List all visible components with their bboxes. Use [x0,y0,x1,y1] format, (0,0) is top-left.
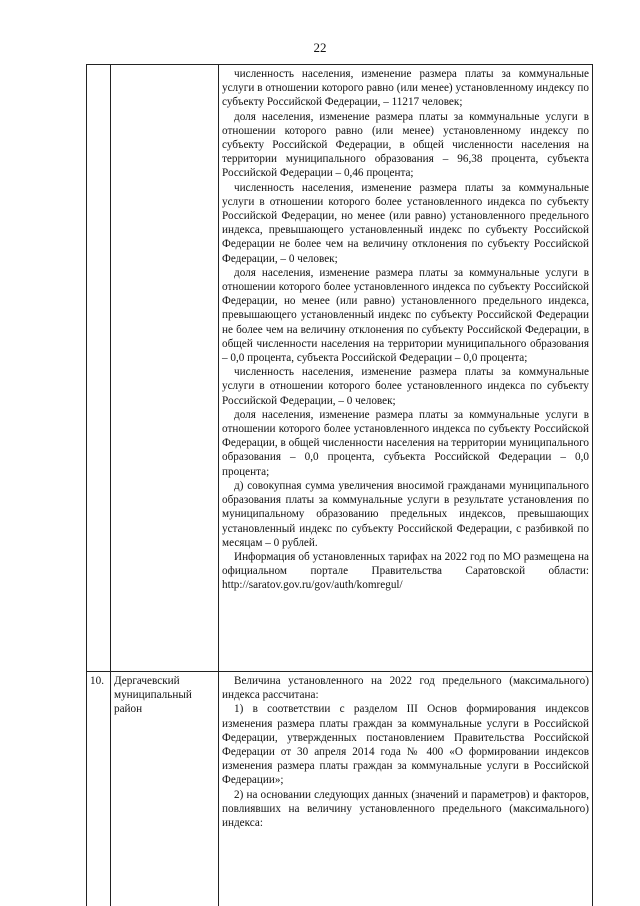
municipality-name-cell [111,65,219,672]
row-number-cell [87,65,111,672]
description-cell [219,672,593,906]
paragraph: численность населения, изменение размера платы за коммунальные услуги в отношении которого более установленного индекса по субъекту Российской Федерации, – 0 человек; [222,365,589,408]
paragraph: 1) в соответствии с разделом III Основ формирования индексов изменения размера платы граждан за коммунальные услуги в Российской Федерации, утвержденных постановлением Правительства Российской Федерации от 30 апреля 2014 года № 400 «О формировании индексов изменения размера платы граждан за коммунальные услуги в Российской Федерации»; [222,702,589,787]
paragraph: Величина установленного на 2022 год предельного (максимального) индекса рассчитана: [222,674,589,702]
municipality-name-cell: Дергачевский муниципальный район [111,672,219,906]
tariff-info-paragraph: Информация об установленных тарифах на 2022 год по МО размещена на официальном портале Правительства Саратовской области: http://saratov.gov.ru/gov/auth/komregul/ [222,550,589,593]
paragraph: численность населения, изменение размера платы за коммунальные услуги в отношении которого более установленного индекса по субъекту Российской Федерации, но менее (или равно) установленного предельного индекса, превышающего установленный индекс по субъекту Российской Федерации не более чем на величину отклонения по субъекту Российской Федерации, – 0 человек; [222,181,589,266]
indices-table [86,64,593,906]
paragraph: доля населения, изменение размера платы за коммунальные услуги в отношении которого равно (или менее) установленному индексу по субъекту Российской Федерации, в общей численности населения на территории муниципального образования – 96,38 процента, субъекта Российской Федерации – 0,46 процента; [222,110,589,181]
paragraph: численность населения, изменение размера платы за коммунальные услуги в отношении которого равно (или менее) установленному индексу по субъекту Российской Федерации, – 11217 человек; [222,67,589,110]
description-cell [219,65,593,672]
table-row [87,65,593,672]
paragraph: д) совокупная сумма увеличения вносимой гражданами муниципального образования платы за коммунальные услуги в результате установления по муниципальному образованию предельных индексов, превышающих установленный индекс по субъекту Российской Федерации, с разбивкой по месяцам – 0 рублей. [222,479,589,550]
page-number: 22 [0,40,640,56]
row-number-cell: 10. [87,672,111,906]
table-row [87,672,593,906]
paragraph: доля населения, изменение размера платы за коммунальные услуги в отношении которого более установленного индекса по субъекту Российской Федерации, но менее (или равно) установленного предельного индекса, превышающего установленный индекс по субъекту Российской Федерации не более чем на величину отклонения по субъекту Российской Федерации, в общей численности населения на территории муниципального образования – 0,0 процента, субъекта Российской Федерации – 0,0 процента; [222,266,589,365]
paragraph: 2) на основании следующих данных (значений и параметров) и факторов, повлиявших на величину установленного предельного (максимального) индекса: [222,788,589,831]
paragraph: доля населения, изменение размера платы за коммунальные услуги в отношении которого более установленного индекса по субъекту Российской Федерации, в общей численности населения на территории муниципального образования – 0,0 процента, субъекта Российской Федерации – 0,0 процента; [222,408,589,479]
